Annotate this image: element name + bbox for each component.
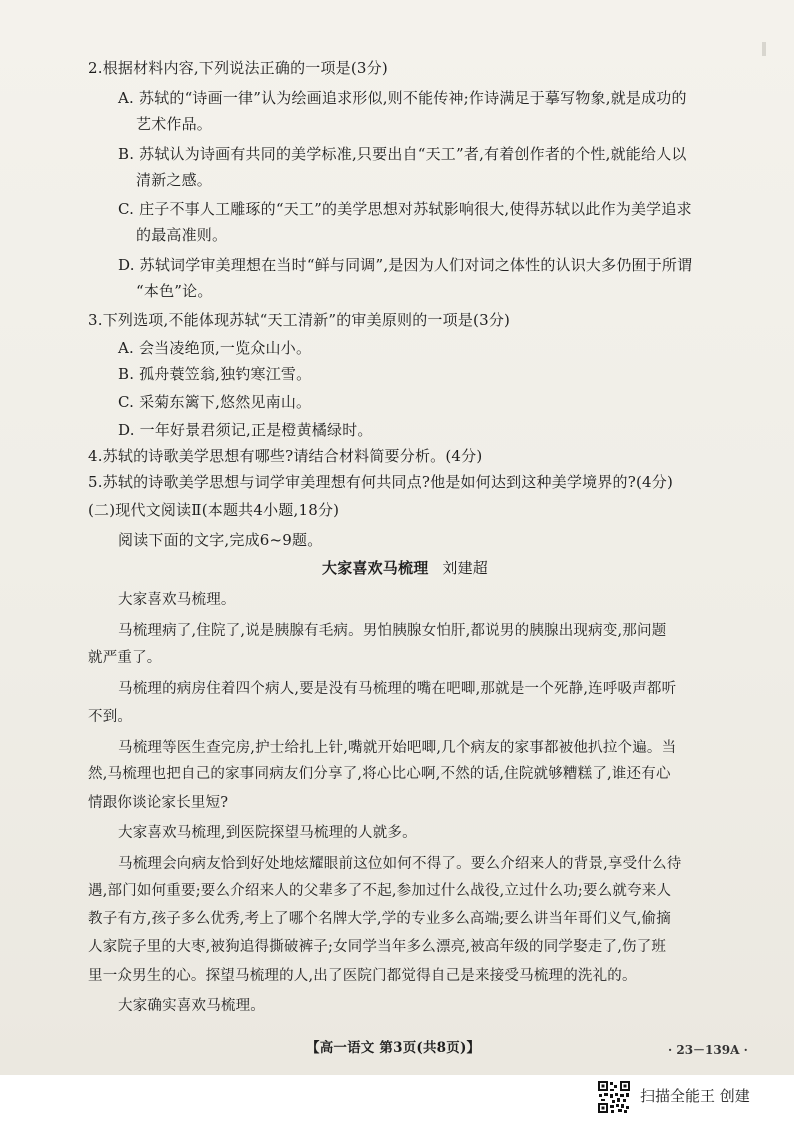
story-paragraph: 马梳理会向病友恰到好处地炫耀眼前这位如何不得了。要么介绍来人的背景,享受什么待 (118, 856, 682, 872)
q2-option-c-cont: 的最高准则。 (136, 226, 228, 244)
story-paragraph-cont: 不到。 (88, 709, 133, 725)
page-footer: 【高一语文 第3页(共8页)】 (306, 1040, 481, 1056)
q2-option-a: A. 苏轼的“诗画一律”认为绘画追求形似,则不能传神;作诗满足于摹写物象,就是成功的 (118, 89, 687, 107)
story-title-line (322, 558, 488, 578)
story-paragraph-cont: 然,马梳理也把自己的家事同病友们分享了,将心比心啊,不然的话,住院就够糟糕了,谁还有心 (88, 766, 671, 782)
exam-code: · 23－139A · (668, 1043, 748, 1057)
q2-option-a-cont: 艺术作品。 (136, 115, 213, 133)
story-paragraph: 马梳理病了,住院了,说是胰腺有毛病。男怕胰腺女怕肝,都说男的胰腺出现病变,那问题 (118, 623, 667, 639)
q2-option-d-cont: “本色”论。 (136, 282, 213, 300)
q5-stem: 5.苏轼的诗歌美学思想与词学审美理想有何共同点?他是如何达到这种美学境界的?(4分) (88, 473, 674, 491)
q2-option-b: B. 苏轼认为诗画有共同的美学标准,只要出自“天工”者,有着创作者的个性,就能给人以 (118, 145, 687, 163)
reading-instruction: 阅读下面的文字,完成6~9题。 (118, 531, 323, 549)
story-paragraph: 大家喜欢马梳理。 (118, 592, 236, 608)
q3-option-b: B. 孤舟蓑笠翁,独钓寒江雪。 (118, 365, 312, 383)
q2-option-b-cont: 清新之感。 (136, 171, 213, 189)
qr-code-icon (597, 1080, 631, 1114)
story-paragraph-cont: 就严重了。 (88, 650, 162, 666)
q2-option-d: D. 苏轼词学审美理想在当时“鲜与同调”,是因为人们对词之体性的认识大多仍囿于所谓 (118, 256, 693, 274)
story-paragraph: 大家确实喜欢马梳理。 (118, 998, 265, 1014)
scanner-brand-label: 扫描全能王 创建 (640, 1087, 750, 1105)
story-paragraph-cont: 遇,部门如何重要;要么介绍来人的父辈多了不起,参加过什么战役,立过什么功;要么就夸来人 (88, 883, 672, 899)
story-paragraph-cont: 教子有方,孩子多么优秀,考上了哪个名牌大学,学的专业多么高端;要么讲当年哥们义气,偷摘 (88, 911, 671, 927)
story-author: 刘建超 (442, 559, 489, 577)
q2-stem: 2.根据材料内容,下列说法正确的一项是(3分) (88, 59, 388, 77)
q4-stem: 4.苏轼的诗歌美学思想有哪些?请结合材料简要分析。(4分) (88, 447, 483, 465)
story-paragraph: 马梳理等医生查完房,护士给扎上针,嘴就开始吧唧,几个病友的家事都被他扒拉个遍。当 (118, 740, 677, 756)
q3-option-a: A. 会当凌绝顶,一览众山小。 (118, 339, 312, 357)
story-paragraph: 大家喜欢马梳理,到医院探望马梳理的人就多。 (118, 825, 417, 841)
story-paragraph-cont: 情跟你谈论家长里短? (88, 795, 229, 811)
q3-stem: 3.下列选项,不能体现苏轼“天工清新”的审美原则的一项是(3分) (88, 311, 511, 329)
section-heading: (二)现代文阅读Ⅱ(本题共4小题,18分) (88, 501, 340, 519)
page-corner-mark (762, 42, 766, 56)
story-paragraph-cont: 人家院子里的大枣,被狗追得撕破裤子;女同学当年多么漂亮,被高年级的同学娶走了,伤了班 (88, 939, 667, 955)
story-title: 大家喜欢马梳理 (322, 559, 429, 577)
q2-option-c: C. 庄子不事人工雕琢的“天工”的美学思想对苏轼影响很大,使得苏轼以此作为美学追求 (118, 200, 692, 218)
q3-option-c: C. 采菊东篱下,悠然见南山。 (118, 393, 312, 411)
q3-option-d: D. 一年好景君须记,正是橙黄橘绿时。 (118, 421, 373, 439)
story-paragraph: 马梳理的病房住着四个病人,要是没有马梳理的嘴在吧唧,那就是一个死静,连呼吸声都听 (118, 681, 677, 697)
story-paragraph-cont: 里一众男生的心。探望马梳理的人,出了医院门都觉得自己是来接受马梳理的洗礼的。 (88, 968, 637, 984)
